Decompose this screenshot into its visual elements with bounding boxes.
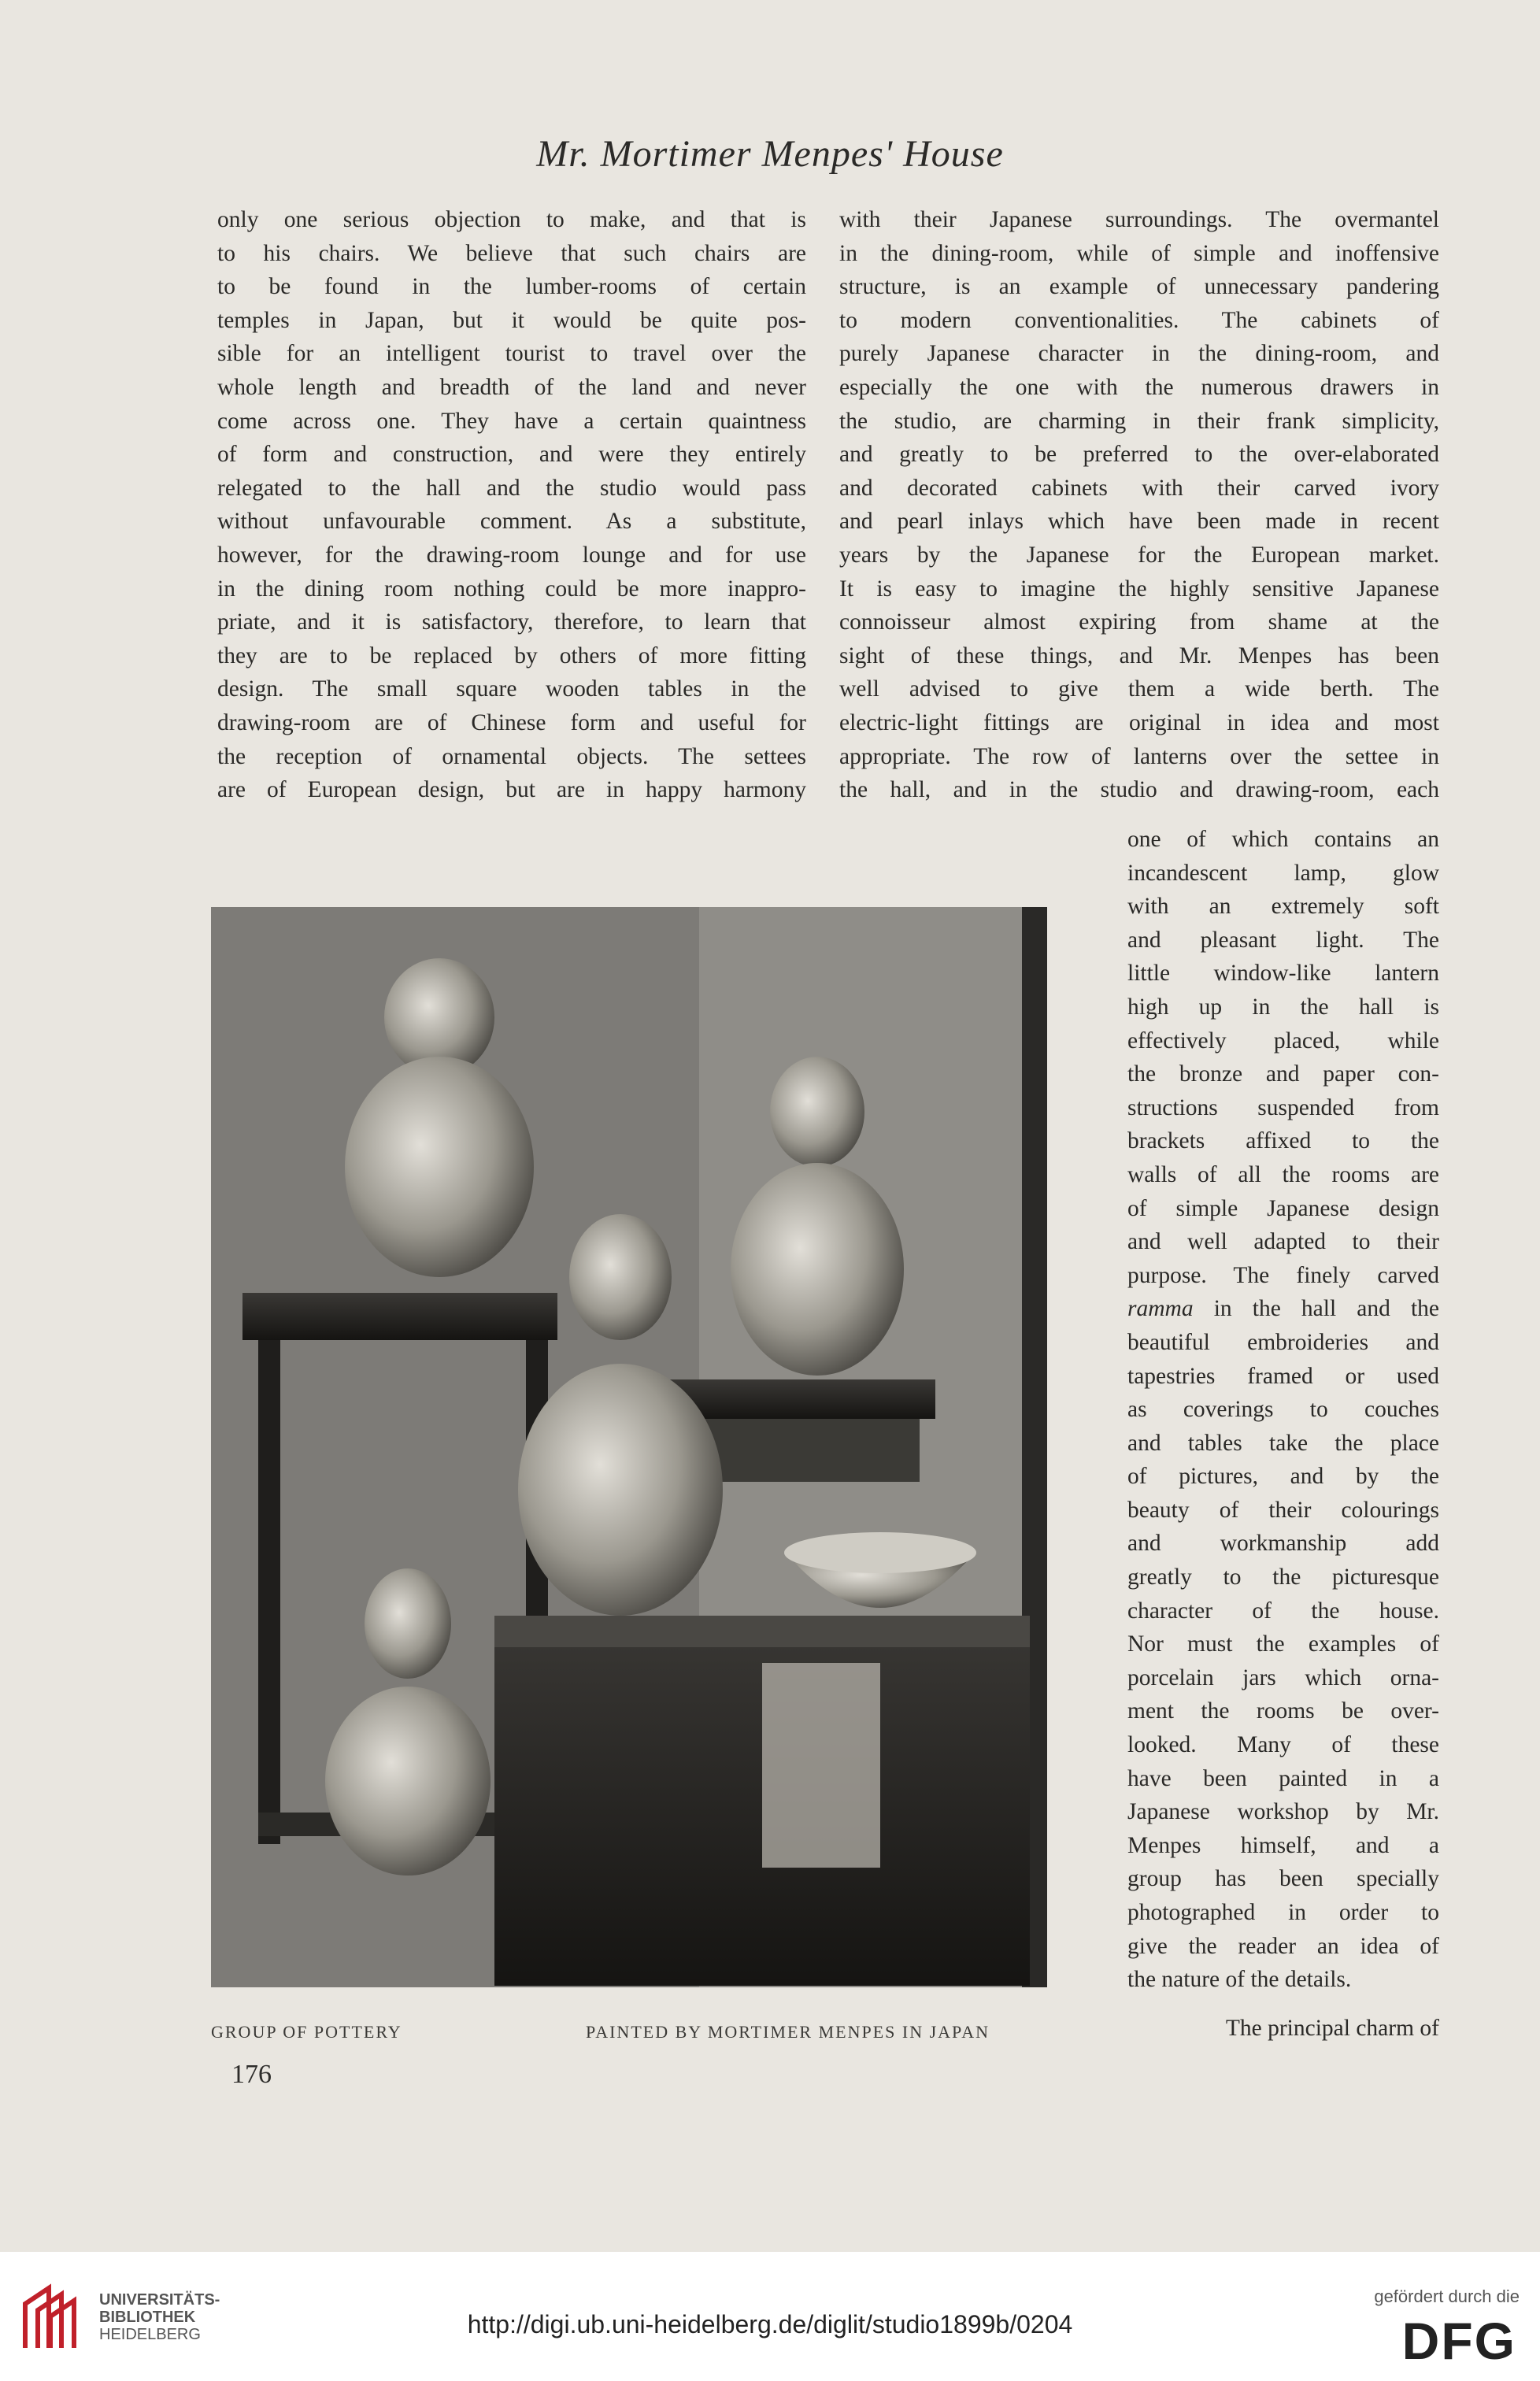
text-line: Japanese workshop by Mr. (1127, 1799, 1439, 1825)
text-line: electric-light fittings are original in idea and most (839, 709, 1439, 735)
text-line: tapestries framed or used (1127, 1363, 1439, 1389)
text-line: purely Japanese character in the dining-room, and (839, 341, 1439, 367)
text-line: greatly to the picturesque (1127, 1564, 1439, 1590)
text-line: beauty of their colourings (1127, 1497, 1439, 1523)
pottery-illustration (211, 907, 1047, 1987)
text-line: priate, and it is satisfactory, therefore, to learn that (217, 609, 806, 635)
text-line: Menpes himself, and a (1127, 1832, 1439, 1858)
dfg-logo: DFG (1401, 2312, 1516, 2370)
text-line: and tables take the place (1127, 1430, 1439, 1456)
text-line: walls of all the rooms are (1127, 1161, 1439, 1187)
text-line: incandescent lamp, glow (1127, 860, 1439, 886)
text-line: especially the one with the numerous drawers in (839, 374, 1439, 400)
text-line: of pictures, and by the (1127, 1464, 1439, 1490)
pottery-photograph (211, 907, 1047, 1987)
text-line: the nature of the details. (1127, 1967, 1352, 1993)
text-line: years by the Japanese for the European market. (839, 542, 1439, 568)
text-line: give the reader an idea of (1127, 1933, 1439, 1959)
text-line: structure, is an example of unnecessary pandering (839, 274, 1439, 300)
text-line: the studio, are charming in their frank simplicity, (839, 408, 1439, 434)
text-line: design. The small square wooden tables in the (217, 676, 806, 702)
text-line: sight of these things, and Mr. Menpes has been (839, 642, 1439, 668)
text-line: Nor must the examples of (1127, 1631, 1439, 1657)
text-line: relegated to the hall and the studio would pass (217, 475, 806, 501)
text-line: come across one. They have a certain quaintness (217, 408, 806, 434)
text-line: structions suspended from (1127, 1094, 1439, 1120)
text-line: in the dining room nothing could be more inappro- (217, 576, 806, 602)
text-line: and pleasant light. The (1127, 927, 1439, 953)
text-line: photographed in order to (1127, 1900, 1439, 1925)
text-line: appropriate. The row of lanterns over the settee in (839, 743, 1439, 769)
text-line: drawing-room are of Chinese form and useful for (217, 709, 806, 735)
text-line: group has been specially (1127, 1866, 1439, 1892)
text-line: to be found in the lumber-rooms of certain (217, 274, 806, 300)
text-line: to modern conventionalities. The cabinets of (839, 307, 1439, 333)
text-line: porcelain jars which orna- (1127, 1664, 1439, 1690)
text-line: effectively placed, while (1127, 1028, 1439, 1053)
left-text-column (217, 203, 806, 807)
text-line: in the dining-room, while of simple and inoffensive (839, 240, 1439, 266)
text-line: purpose. The finely carved (1127, 1262, 1439, 1288)
text-line: and workmanship add (1127, 1531, 1439, 1557)
sponsor-label: gefördert durch die (1374, 2287, 1520, 2306)
text-line: to his chairs. We believe that such chairs are (217, 240, 806, 266)
text-line: with an extremely soft (1127, 894, 1439, 920)
source-url-link[interactable]: http://digi.ub.uni-heidelberg.de/diglit/studio1899b/0204 (467, 2310, 1073, 2338)
text-line: however, for the drawing-room lounge and for use (217, 542, 806, 568)
text-line: the bronze and paper con- (1127, 1061, 1439, 1087)
library-name-line: UNIVERSITÄTS- (99, 2291, 220, 2309)
text-line: ment the rooms be over- (1127, 1698, 1439, 1724)
text-line: beautiful embroideries and (1127, 1329, 1439, 1355)
text-line: without unfavourable comment. As a substitute, (217, 509, 806, 535)
text-line: only one serious objection to make, and that is (217, 207, 806, 232)
text-line: temples in Japan, but it would be quite pos- (217, 307, 806, 333)
caption-left: GROUP OF POTTERY (211, 2022, 402, 2042)
text-line: as coverings to couches (1127, 1397, 1439, 1423)
right-text-column-top (839, 203, 1439, 807)
text-line: sible for an intelligent tourist to travel over the (217, 341, 806, 367)
text-line: and pearl inlays which have been made in recent (839, 509, 1439, 535)
text-line-last: The principal charm of (1225, 2016, 1439, 2041)
italic-term: ramma (1127, 1296, 1194, 1322)
text-line: and decorated cabinets with their carved ivory (839, 475, 1439, 501)
text-line: looked. Many of these (1127, 1732, 1439, 1758)
text-line: and greatly to be preferred to the over-elaborated (839, 442, 1439, 468)
text-line: are of European design, but are in happy harmony (217, 777, 806, 803)
text-line: It is easy to imagine the highly sensitive Japanese (839, 576, 1439, 602)
text-line: well advised to give them a wide berth. The (839, 676, 1439, 702)
text-line: ramma in the hall and the (1127, 1296, 1439, 1322)
text-line: brackets affixed to the (1127, 1128, 1439, 1154)
text-line: of simple Japanese design (1127, 1195, 1439, 1221)
caption-right: PAINTED BY MORTIMER MENPES IN JAPAN (586, 2022, 990, 2042)
text-line: character of the house. (1127, 1598, 1439, 1624)
page-number: 176 (231, 2060, 272, 2089)
text-line: and well adapted to their (1127, 1229, 1439, 1255)
text-line: whole length and breadth of the land and never (217, 374, 806, 400)
library-name-line: BIBLIOTHEK (99, 2309, 196, 2326)
text-line: one of which contains an (1127, 827, 1439, 852)
text-line: of form and construction, and were they entirely (217, 442, 806, 468)
right-text-column-narrow (1127, 823, 1439, 1997)
library-name-line: HEIDELBERG (99, 2326, 201, 2343)
text-line: with their Japanese surroundings. The overmantel (839, 207, 1439, 232)
text-line: little window-like lantern (1127, 961, 1439, 987)
text-line: high up in the hall is (1127, 994, 1439, 1020)
text-line: they are to be replaced by others of more fitting (217, 642, 806, 668)
text-line: have been painted in a (1127, 1765, 1439, 1791)
footer-bar (0, 2252, 1540, 2381)
text-line: connoisseur almost expiring from shame at the (839, 609, 1439, 635)
text-line: the hall, and in the studio and drawing-room, each (839, 777, 1439, 803)
running-head: Mr. Mortimer Menpes' House (536, 133, 1004, 175)
text-line: the reception of ornamental objects. The settees (217, 743, 806, 769)
